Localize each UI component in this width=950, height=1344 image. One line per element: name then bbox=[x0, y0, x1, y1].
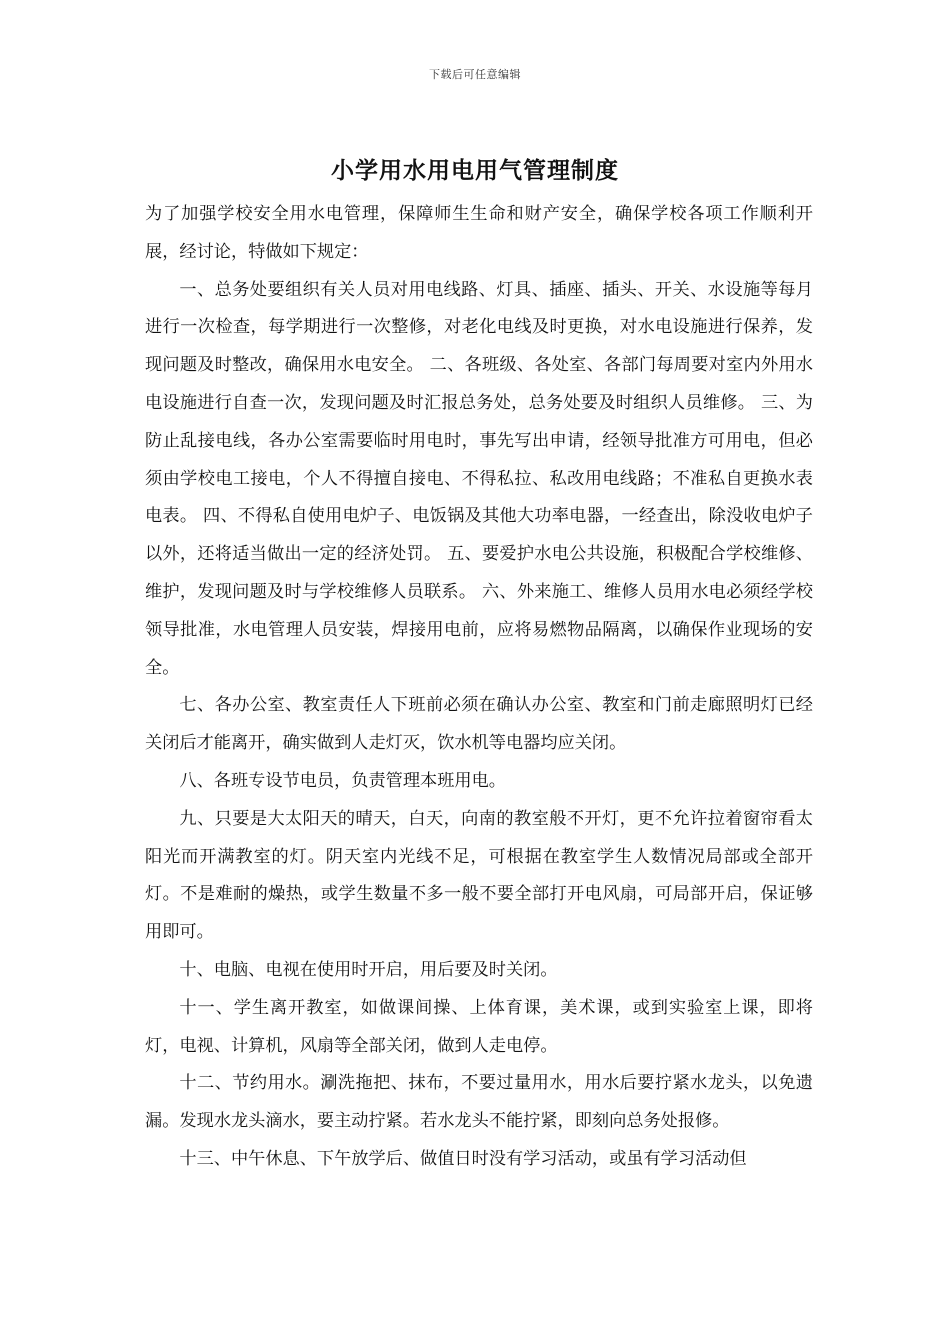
paragraph-item-11: 十一、学生离开教室，如做课间操、上体育课，美术课，或到实验室上课，即将灯，电视、计算机，风扇等全部关闭，做到人走电停。 bbox=[145, 997, 813, 1056]
paragraph-item-13: 十三、中午休息、下午放学后、做值日时没有学习活动，或虽有学习活动但 bbox=[179, 1148, 747, 1169]
document-title: 小学用水用电用气管理制度 bbox=[331, 157, 619, 184]
paragraph-item-8: 八、各班专设节电员，负责管理本班用电。 bbox=[179, 770, 506, 791]
paragraph-intro: 为了加强学校安全用水电管理，保障师生生命和财产安全，确保学校各项工作顺利开展，经讨论，特做如下规定： bbox=[145, 204, 813, 262]
paragraph-item-12: 十二、节约用水。涮洗拖把、抹布，不要过量用水，用水后要拧紧水龙头，以免遗漏。发现水龙头滴水，要主动拧紧。若水龙头不能拧紧，即刻向总务处报修。 bbox=[145, 1073, 813, 1132]
paragraph-item-10: 十、电脑、电视在使用时开启，用后要及时关闭。 bbox=[179, 959, 558, 980]
document-body bbox=[145, 196, 813, 1179]
header-note: 下载后可任意编辑 bbox=[429, 68, 521, 81]
paragraph-item-7: 七、各办公室、教室责任人下班前必须在确认办公室、教室和门前走廊照明灯已经关闭后才能离开，确实做到人走灯灭，饮水机等电器均应关闭。 bbox=[145, 695, 813, 754]
paragraph-item-9: 九、只要是大太阳天的晴天，白天，向南的教室般不开灯，更不允许拉着窗帘看太阳光而开满教室的灯。阴天室内光线不足，可根据在教室学生人数情况局部或全部开灯。不是难耐的燥热，或学生数量不多一般不要全部打开电风扇，可局部开启，保证够用即可。 bbox=[145, 808, 813, 943]
paragraph-items-1-6: 一、总务处要组织有关人员对用电线路、灯具、插座、插头、开关、水设施等每月进行一次检查，每学期进行一次整修，对老化电线及时更换，对水电设施进行保养，发现问题及时整改，确保用水电安全。 二、各班级、各处室、各部门每周要对室内外用水电设施进行自查一次，发现问题及时汇报总务处，总务处要及时组织人员维修。 三、为防止乱接电线，各办公室需要临时用电时，事先写出申请，经领导批准方可用电，但必须由学校电工接电，个人不得擅自接电、不得私拉、私改用电线路；不准私自更换水表电表。 四、不得私自使用电炉子、电饭锅及其他大功率电器，一经查出，除没收电炉子以外，还将适当做出一定的经济处罚。 五、要爱护水电公共设施，积极配合学校维修、维护，发现问题及时与学校维修人员联系。 六、外来施工、维修人员用水电必须经学校领导批准，水电管理人员安装，焊接用电前，应将易燃物品隔离，以确保作业现场的安全。 bbox=[145, 279, 813, 678]
